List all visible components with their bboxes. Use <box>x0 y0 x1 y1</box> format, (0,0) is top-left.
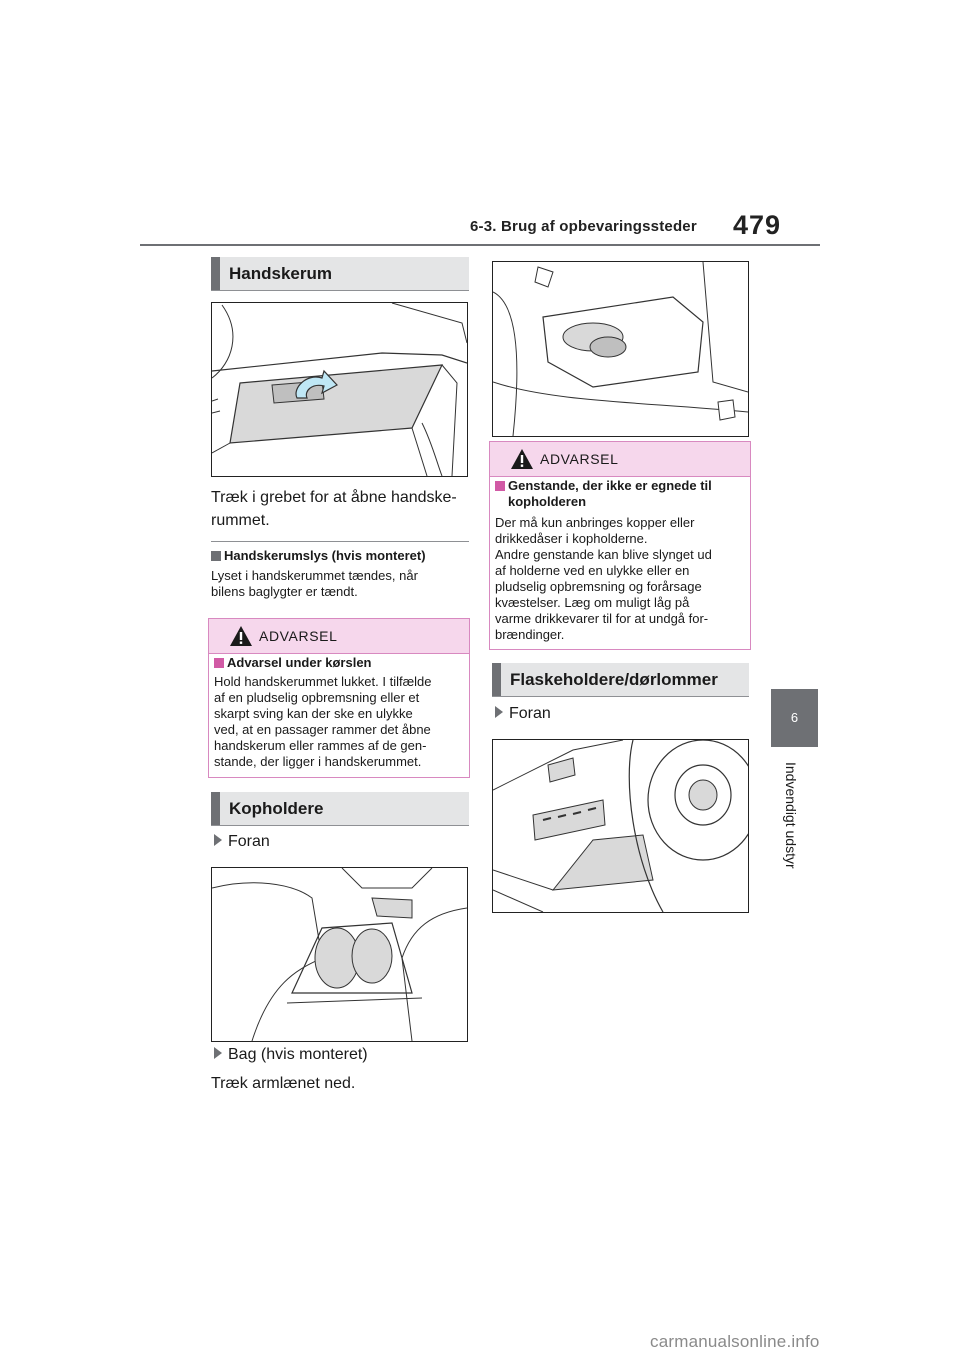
warning-title: ADVARSEL <box>540 451 619 467</box>
divider <box>211 541 469 542</box>
warning-line: ved, at en passager rammer det åbne <box>214 722 431 737</box>
page-number: 479 <box>733 210 782 240</box>
warning-line: pludselig opbremsning og forårsage <box>495 579 702 594</box>
triangle-bullet-icon <box>214 1047 222 1059</box>
warning-line: varme drikkevarer til for at undgå for- <box>495 611 709 626</box>
cupholder-heading: Kopholdere <box>211 792 469 825</box>
triangle-bullet-icon <box>214 834 222 846</box>
square-bullet-icon <box>214 658 224 668</box>
watermark: carmanualsonline.info <box>650 1332 820 1351</box>
cupholder-figure <box>211 867 468 1042</box>
heading-underline <box>211 825 469 826</box>
warning-line: drikkedåser i kopholderne. <box>495 531 648 546</box>
chapter-side-label: Indvendigt udstyr <box>783 762 799 869</box>
square-bullet-icon <box>495 481 505 491</box>
warning-line: stande, der ligger i handskerummet. <box>214 754 422 769</box>
warning-line: Der må kun anbringes kopper eller <box>495 515 695 530</box>
glovebox-heading: Handskerum <box>211 257 469 290</box>
triangle-bullet-icon <box>495 706 503 718</box>
light-text-2: bilens baglygter er tændt. <box>211 584 358 599</box>
warning-line: af holderne ved en ulykke eller en <box>495 563 690 578</box>
warning-line: af en pludselig opbremsning eller et <box>214 690 420 705</box>
bottle-heading: Flaskeholdere/dørlommer <box>492 663 749 696</box>
warning-title: ADVARSEL <box>259 628 338 644</box>
warning-box-2 <box>489 441 751 650</box>
warning-header <box>209 619 469 654</box>
warning-triangle-icon <box>229 625 253 647</box>
rear-text: Træk armlænet ned. <box>211 1075 356 1092</box>
warning-subhead-2: kopholderen <box>508 494 587 509</box>
warning-header <box>490 442 750 477</box>
glovebox-text-1: Træk i grebet for at åbne handske- <box>211 489 457 506</box>
warning-box-1 <box>208 618 470 778</box>
rear-cupholder-figure <box>492 261 749 437</box>
light-subhead: Handskerumslys (hvis monteret) <box>211 548 426 563</box>
glovebox-text-2: rummet. <box>211 512 270 529</box>
heading-underline <box>211 290 469 291</box>
warning-line: Hold handskerummet lukket. I tilfælde <box>214 674 432 689</box>
chapter-tab: 6 <box>771 689 818 747</box>
heading-underline <box>492 696 749 697</box>
warning-line: brændinger. <box>495 627 565 642</box>
warning-line: kvæstelser. Læg om muligt låg på <box>495 595 690 610</box>
warning-subhead: Genstande, der ikke er egnede til <box>495 478 712 493</box>
door-figure <box>492 739 749 913</box>
light-text-1: Lyset i handskerummet tændes, når <box>211 568 418 583</box>
header-rule <box>140 244 820 246</box>
rear-bullet: Bag (hvis monteret) <box>214 1046 368 1064</box>
glovebox-figure <box>211 302 468 477</box>
front-bullet: Foran <box>214 833 270 851</box>
warning-triangle-icon <box>510 448 534 470</box>
warning-subhead: Advarsel under kørslen <box>214 655 372 670</box>
warning-line: handskerum eller rammes af de gen- <box>214 738 427 753</box>
front-bullet-right: Foran <box>495 705 551 723</box>
section-title: 6-3. Brug af opbevaringssteder <box>470 218 697 235</box>
square-bullet-icon <box>211 551 221 561</box>
warning-line: Andre genstande kan blive slynget ud <box>495 547 712 562</box>
warning-line: skarpt sving kan der ske en ulykke <box>214 706 413 721</box>
